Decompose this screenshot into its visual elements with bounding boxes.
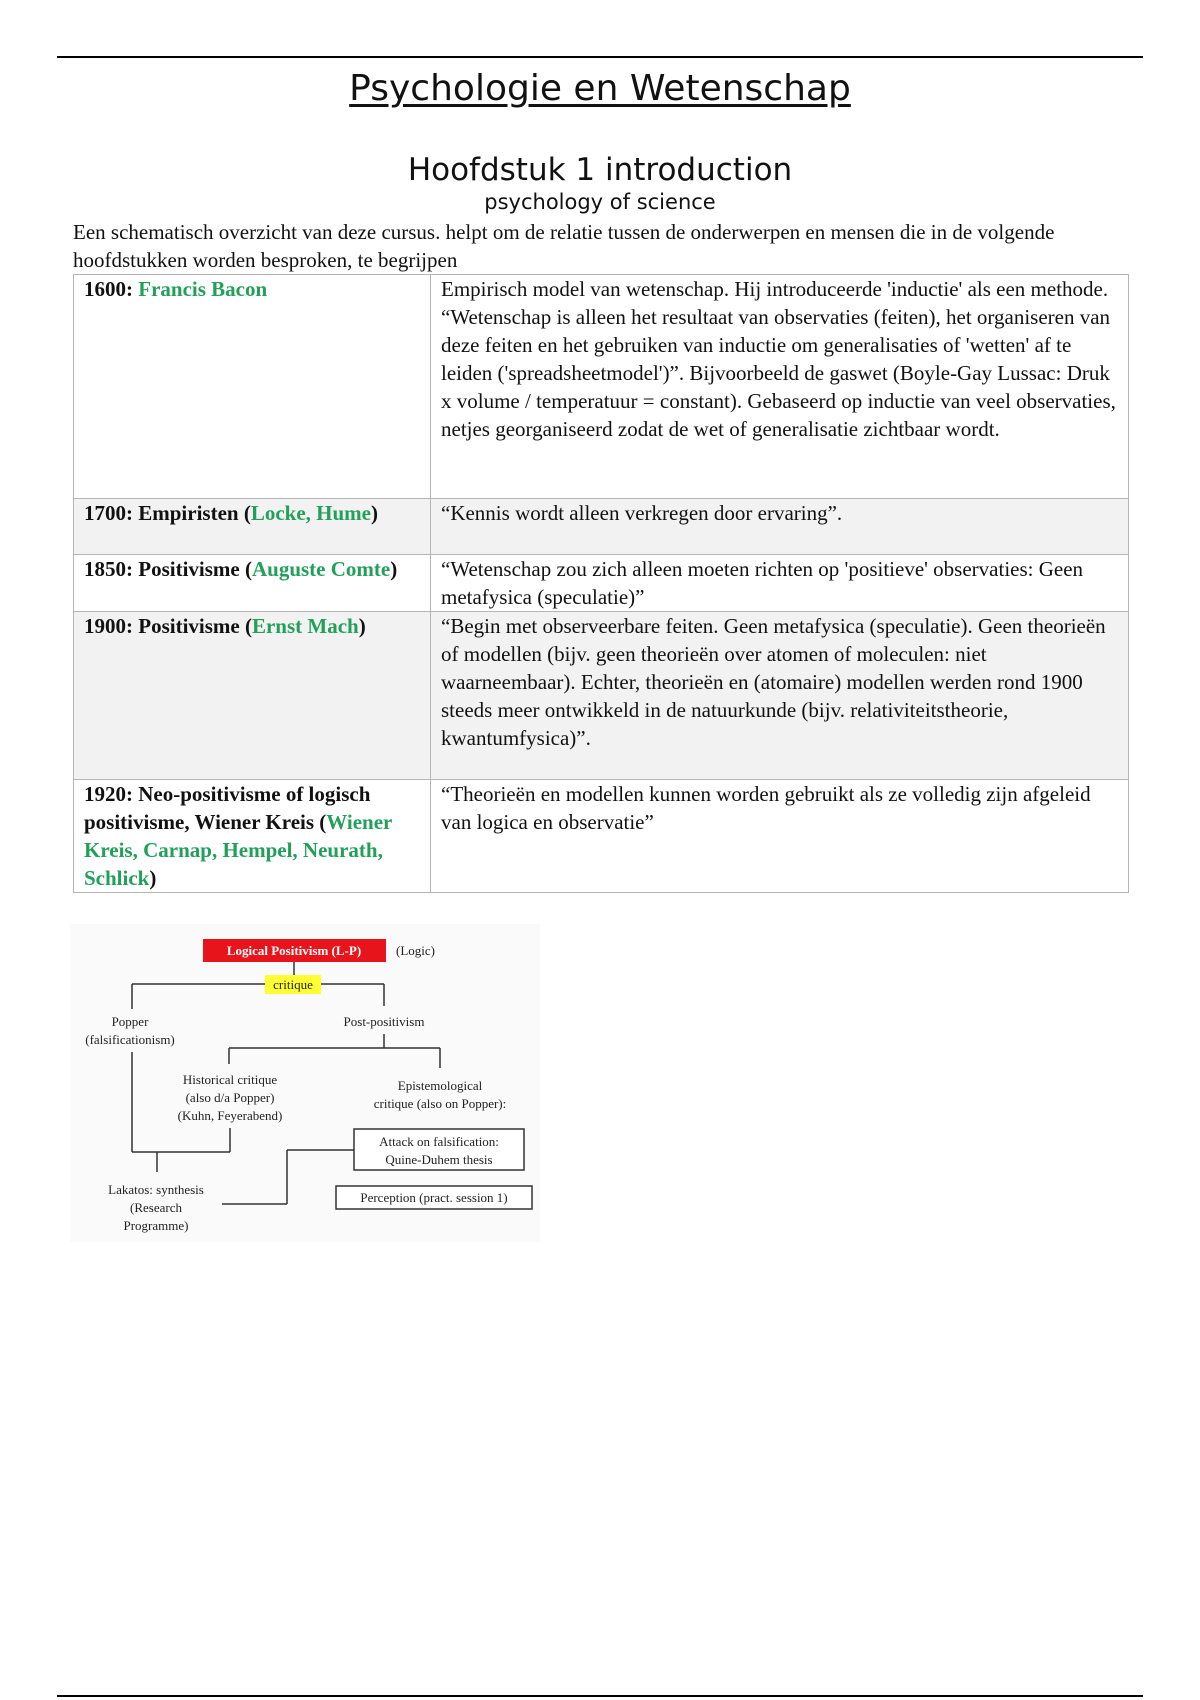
philosopher-names: Locke, Hume [250, 501, 371, 525]
philosopher-names: Wiener Kreis, Carnap, Hempel, Neurath, Schlick [84, 810, 392, 890]
epistemological-label: Epistemological [397, 1078, 483, 1093]
bottom-rule [57, 1695, 1143, 1697]
popper-label: Popper [111, 1014, 149, 1029]
period-cell: 1700: Empiristen (Locke, Hume) [74, 499, 431, 555]
description-cell: “Begin met observeerbare feiten. Geen metafysica (speculatie). Geen theorieën of modellen (bijv. geen theorieën over atomen of moleculen: niet waarneembaar). Echter, theorieën en (atomaire) modellen werden rond 1900 steeds meer ontwikkeld in de natuurkunde (bijv. relativiteitstheorie, kwantumfysica)”. [431, 612, 1129, 780]
historical-critique-sub: (also d/a Popper) [185, 1090, 275, 1105]
lakatos-label: Lakatos: synthesis [108, 1182, 204, 1197]
lakatos-sub-label: (Research [130, 1200, 182, 1215]
epistemological-sub: critique (also on Popper): [373, 1096, 507, 1111]
root-note: (Logic) [396, 943, 435, 958]
philosopher-names: Francis Bacon [138, 277, 268, 301]
critique-label: critique [273, 977, 313, 992]
description-cell: “Theorieën en modellen kunnen worden gebruikt als ze volledig zijn afgeleid van logica en observatie” [431, 780, 1129, 893]
table-row [74, 275, 1129, 499]
period-cell: 1900: Positivisme (Ernst Mach) [74, 612, 431, 780]
table-row [74, 612, 1129, 780]
table-row [74, 780, 1129, 893]
table-row [74, 555, 1129, 612]
page-title: Psychologie en Wetenschap [349, 68, 851, 109]
attack-sub-label: Quine-Duhem thesis [385, 1152, 493, 1167]
table-row [74, 499, 1129, 555]
post-positivism-label: Post-positivism [343, 1014, 425, 1029]
perception-label: Perception (pract. session 1) [360, 1190, 508, 1205]
philosopher-names: Ernst Mach [251, 614, 359, 638]
description-cell: Empirisch model van wetenschap. Hij introduceerde 'inductie' als een methode. “Wetenschap is alleen het resultaat van observaties (feiten), het organiseren van deze feiten en het gebruiken van inductie om generalisaties of 'wetten' af te leiden ('spreadsheetmodel')”. Bijvoorbeeld de gaswet (Boyle-Gay Lussac: Druk x volume / temperatuur = constant). Gebaseerd op inductie van veel observaties, netjes georganiseerd zodat de wet of generalisatie zichtbaar wordt. [431, 275, 1129, 499]
period-cell: 1850: Positivisme (Auguste Comte) [74, 555, 431, 612]
description-cell: “Wetenschap zou zich alleen moeten richten op 'positieve' observaties: Geen metafysica (speculatie)” [431, 555, 1129, 612]
chapter-subtitle: psychology of science [484, 190, 716, 214]
positivism-diagram [70, 924, 540, 1242]
period-cell: 1920: Neo-positivisme of logisch positivisme, Wiener Kreis (Wiener Kreis, Carnap, Hempel, Neurath, Schlick) [74, 780, 431, 893]
root-label: Logical Positivism (L-P) [226, 943, 362, 958]
historical-critique-label: Historical critique [182, 1072, 278, 1087]
historical-critique-authors: (Kuhn, Feyerabend) [177, 1108, 283, 1123]
intro-paragraph: Een schematisch overzicht van deze cursus. helpt om de relatie tussen de onderwerpen en mensen die in de volgende hoofdstukken worden besproken, te begrijpen [73, 220, 1055, 272]
description-cell: “Kennis wordt alleen verkregen door ervaring”. [431, 499, 1129, 555]
lakatos-sub-label-2: Programme) [123, 1218, 189, 1233]
chapter-heading: Hoofdstuk 1 introduction [407, 152, 793, 188]
philosopher-names: Auguste Comte [251, 557, 391, 581]
popper-sub-label: (falsificationism) [85, 1032, 175, 1047]
attack-label: Attack on falsification: [379, 1134, 499, 1149]
timeline-table [73, 274, 1129, 893]
top-rule [57, 56, 1143, 58]
period-cell: 1600: Francis Bacon [74, 275, 431, 499]
